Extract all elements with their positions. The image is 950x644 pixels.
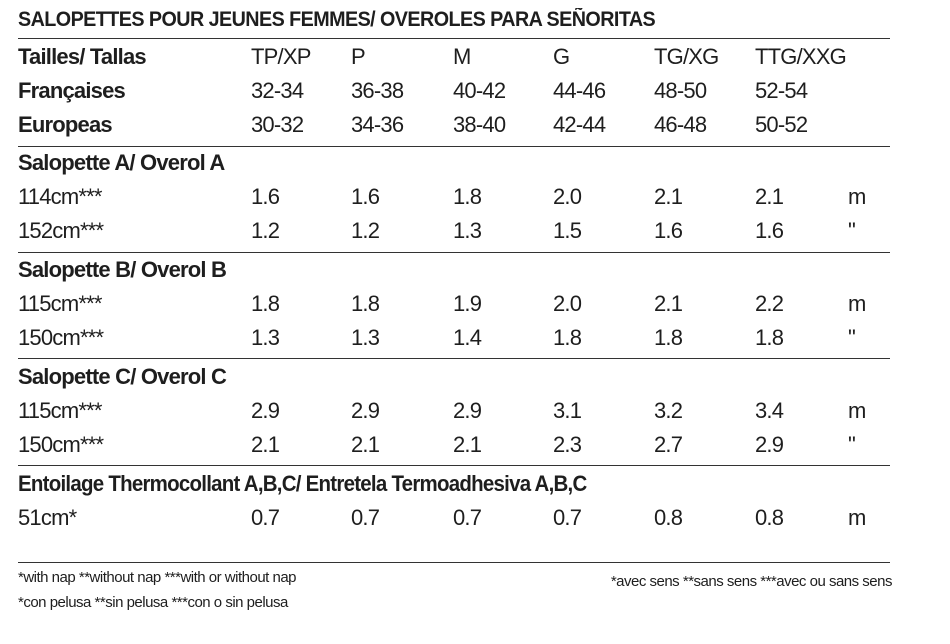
yardage-value: 0.8 xyxy=(654,505,683,530)
yardage-value: 1.9 xyxy=(453,291,482,316)
size-row-tailles xyxy=(18,44,898,76)
size-cell: 36-38 xyxy=(351,78,404,103)
yardage-value: 0.8 xyxy=(755,505,784,530)
yardage-value: 2.9 xyxy=(453,398,482,423)
yardage-value: 2.1 xyxy=(654,184,683,209)
size-cell: TP/XP xyxy=(251,44,311,69)
size-cell: TTG/XXG xyxy=(755,44,846,69)
size-cell: 38-40 xyxy=(453,112,506,137)
size-cell: 44-46 xyxy=(553,78,606,103)
yardage-value: 1.8 xyxy=(351,291,380,316)
fabric-row xyxy=(18,432,898,464)
fabric-width: 115cm*** xyxy=(18,291,102,316)
yardage-value: 3.2 xyxy=(654,398,683,423)
divider xyxy=(18,38,890,39)
yardage-value: 2.2 xyxy=(755,291,784,316)
yardage-value: 3.1 xyxy=(553,398,582,423)
unit-label: m xyxy=(848,184,866,209)
section-title-text: Salopette B/ Overol B xyxy=(18,257,227,282)
size-cell: TG/XG xyxy=(654,44,719,69)
fabric-row xyxy=(18,398,898,430)
section-title-text: Salopette A/ Overol A xyxy=(18,150,225,175)
yardage-value: 1.2 xyxy=(251,218,280,243)
yardage-value: 1.6 xyxy=(755,218,784,243)
size-cell: 46-48 xyxy=(654,112,707,137)
size-cell: M xyxy=(453,44,471,69)
size-cell: 48-50 xyxy=(654,78,707,103)
size-row-europeas xyxy=(18,112,898,144)
section-title-text: Salopette C/ Overol C xyxy=(18,364,227,389)
yardage-value: 0.7 xyxy=(251,505,280,530)
size-cell: 50-52 xyxy=(755,112,808,137)
yardage-value: 1.3 xyxy=(251,325,280,350)
fabric-row xyxy=(18,184,898,216)
yardage-value: 1.6 xyxy=(351,184,380,209)
section-title xyxy=(18,364,898,396)
yardage-value: 2.0 xyxy=(553,184,582,209)
fabric-row xyxy=(18,505,898,537)
unit-label: " xyxy=(848,218,856,243)
yardage-value: 0.7 xyxy=(351,505,380,530)
yardage-value: 1.5 xyxy=(553,218,582,243)
divider xyxy=(18,562,890,563)
row-label: Françaises xyxy=(18,78,125,103)
yardage-value: 0.7 xyxy=(553,505,582,530)
fabric-width: 152cm*** xyxy=(18,218,104,243)
divider xyxy=(18,146,890,147)
size-cell: 42-44 xyxy=(553,112,606,137)
yardage-value: 1.8 xyxy=(251,291,280,316)
yardage-value: 1.8 xyxy=(453,184,482,209)
yardage-value: 2.9 xyxy=(755,432,784,457)
size-cell: P xyxy=(351,44,365,69)
yardage-value: 3.4 xyxy=(755,398,784,423)
yardage-value: 1.2 xyxy=(351,218,380,243)
unit-label: m xyxy=(848,291,866,316)
yardage-value: 1.3 xyxy=(453,218,482,243)
divider xyxy=(18,465,890,466)
yardage-value: 2.1 xyxy=(351,432,380,457)
yardage-value: 2.3 xyxy=(553,432,582,457)
fabric-row xyxy=(18,291,898,323)
yardage-value: 2.7 xyxy=(654,432,683,457)
size-cell: 30-32 xyxy=(251,112,304,137)
fabric-width: 150cm*** xyxy=(18,325,104,350)
yardage-value: 2.9 xyxy=(351,398,380,423)
size-cell: 32-34 xyxy=(251,78,304,103)
row-label: Tailles/ Tallas xyxy=(18,44,146,69)
yardage-value: 2.1 xyxy=(755,184,784,209)
fabric-width: 114cm*** xyxy=(18,184,102,209)
yardage-value: 2.1 xyxy=(654,291,683,316)
yardage-value: 2.1 xyxy=(453,432,482,457)
footnote-spanish: *con pelusa **sin pelusa ***con o sin pelusa xyxy=(18,594,288,611)
section-title-text: Entoilage Thermocollant A,B,C/ Entretela Termoadhesiva A,B,C xyxy=(18,471,587,496)
yardage-value: 1.4 xyxy=(453,325,482,350)
size-cell: 34-36 xyxy=(351,112,404,137)
chart-title: SALOPETTES POUR JEUNES FEMMES/ OVEROLES PARA SEÑORITAS xyxy=(18,8,656,31)
yardage-value: 2.0 xyxy=(553,291,582,316)
yardage-value: 1.3 xyxy=(351,325,380,350)
yardage-value: 1.8 xyxy=(654,325,683,350)
size-cell: G xyxy=(553,44,570,69)
yardage-value: 1.6 xyxy=(654,218,683,243)
fabric-row xyxy=(18,218,898,250)
fabric-width: 51cm* xyxy=(18,505,77,530)
yardage-value: 1.8 xyxy=(755,325,784,350)
unit-label: " xyxy=(848,325,856,350)
yardage-value: 2.1 xyxy=(251,432,280,457)
yardage-value: 1.6 xyxy=(251,184,280,209)
footnote-english: *with nap **without nap ***with or without nap xyxy=(18,569,297,586)
divider xyxy=(18,358,890,359)
row-label: Europeas xyxy=(18,112,112,137)
unit-label: m xyxy=(848,398,866,423)
footnote-french: *avec sens **sans sens ***avec ou sans sens xyxy=(610,573,892,590)
yardage-value: 2.9 xyxy=(251,398,280,423)
unit-label: " xyxy=(848,432,856,457)
section-title xyxy=(18,471,898,503)
fabric-row xyxy=(18,325,898,357)
size-cell: 52-54 xyxy=(755,78,808,103)
divider xyxy=(18,252,890,253)
unit-label: m xyxy=(848,505,866,530)
yardage-value: 1.8 xyxy=(553,325,582,350)
fabric-width: 150cm*** xyxy=(18,432,104,457)
section-title xyxy=(18,150,898,182)
size-row-francaises xyxy=(18,78,898,110)
fabric-width: 115cm*** xyxy=(18,398,102,423)
section-title xyxy=(18,257,898,289)
yardage-value: 0.7 xyxy=(453,505,482,530)
size-cell: 40-42 xyxy=(453,78,506,103)
